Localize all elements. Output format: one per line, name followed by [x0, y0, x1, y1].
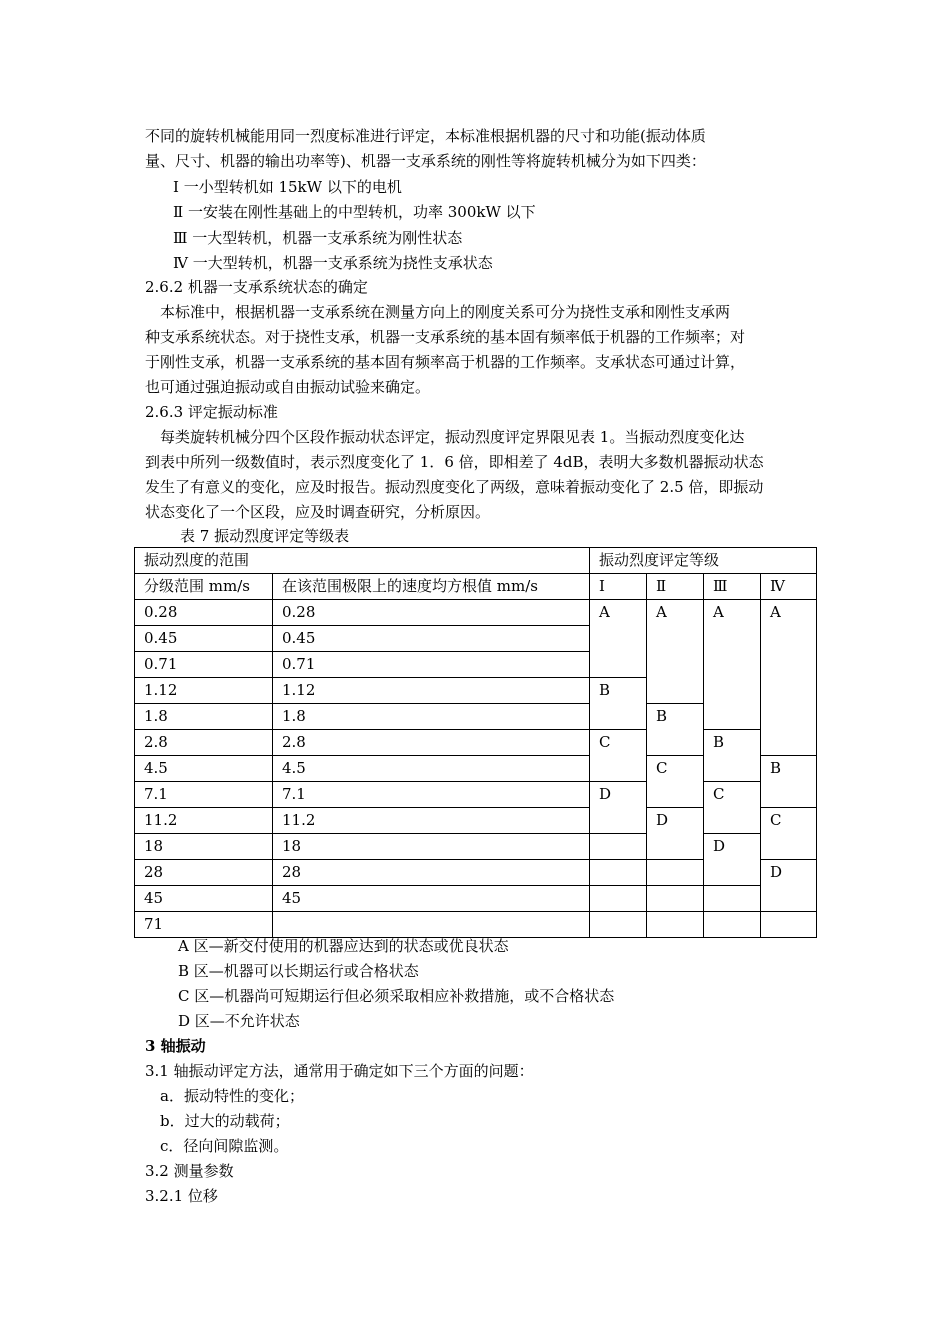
rms-cell: 2.8	[273, 730, 590, 756]
grade-cell: D	[761, 860, 817, 912]
grade-cell: A	[704, 600, 761, 730]
step-cell: 1.8	[135, 704, 273, 730]
grade-cell: D	[590, 782, 647, 834]
rms-cell: 0.45	[273, 626, 590, 652]
section-2-6-3-line-2: 到表中所列一级数值时，表示烈度变化了 1．6 倍，即相差了 4dB，表明大多数机器振动状态	[145, 453, 764, 471]
section-3-2-1-heading: 3.2.1 位移	[145, 1187, 218, 1205]
rms-cell: 45	[273, 886, 590, 912]
grade-cell: A	[761, 600, 817, 756]
empty-cell	[647, 912, 704, 938]
header-class-4: Ⅳ	[761, 574, 817, 600]
vibration-severity-table	[134, 547, 817, 938]
table-row	[135, 912, 817, 938]
grade-cell: C	[704, 782, 761, 834]
empty-cell	[704, 912, 761, 938]
rms-cell: 1.12	[273, 678, 590, 704]
table-row	[135, 834, 817, 860]
class-item-1: Ⅰ 一小型转机如 15kW 以下的电机	[173, 178, 402, 196]
section-2-6-3-line-4: 状态变化了一个区段，应及时调查研究，分析原因。	[145, 503, 491, 521]
section-2-6-2-line-4: 也可通过强迫振动或自由振动试验来确定。	[145, 378, 431, 396]
step-cell: 7.1	[135, 782, 273, 808]
empty-cell	[647, 886, 704, 912]
class-item-4: Ⅳ 一大型转机，机器一支承系统为挠性支承状态	[173, 254, 493, 272]
empty-cell	[704, 886, 761, 912]
step-cell: 0.45	[135, 626, 273, 652]
intro-line-1: 不同的旋转机械能用同一烈度标准进行评定，本标准根据机器的尺寸和功能(振动体质	[145, 127, 706, 145]
zone-d-note: D 区—不允许状态	[178, 1012, 300, 1030]
rms-cell: 28	[273, 860, 590, 886]
section-2-6-2-line-1: 本标准中，根据机器一支承系统在测量方向上的刚度关系可分为挠性支承和刚性支承两	[160, 303, 731, 321]
section-3-heading: 3 轴振动	[145, 1037, 206, 1055]
section-2-6-2-line-3: 于刚性支承，机器一支承系统的基本固有频率高于机器的工作频率。支承状态可通过计算，	[145, 353, 746, 371]
step-cell: 71	[135, 912, 273, 938]
grade-cell: B	[590, 678, 647, 730]
section-2-6-3-line-1: 每类旋转机械分四个区段作振动状态评定，振动烈度评定界限见表 1。当振动烈度变化达	[160, 428, 745, 446]
step-cell: 0.71	[135, 652, 273, 678]
header-class-1: Ⅰ	[590, 574, 647, 600]
class-item-2: Ⅱ 一安装在刚性基础上的中型转机，功率 300kW 以下	[173, 203, 536, 221]
step-cell: 1.12	[135, 678, 273, 704]
section-3-2-heading: 3.2 测量参数	[145, 1162, 234, 1180]
rms-cell: 1.8	[273, 704, 590, 730]
grade-cell: D	[647, 808, 704, 860]
section-2-6-2-line-2: 种支承系统状态。对于挠性支承，机器一支承系统的基本固有频率低于机器的工作频率；对	[145, 328, 746, 346]
rms-cell: 0.71	[273, 652, 590, 678]
section-3-1-text: 3.1 轴振动评定方法，通常用于确定如下三个方面的问题：	[145, 1062, 534, 1080]
table-row	[135, 600, 817, 626]
list-item-b: b．过大的动载荷；	[160, 1112, 290, 1130]
grade-cell: B	[704, 730, 761, 782]
zone-a-note: A 区—新交付使用的机器应达到的状态或优良状态	[178, 937, 509, 955]
empty-cell	[761, 912, 817, 938]
rms-cell	[273, 912, 590, 938]
zone-c-note: C 区—机器尚可短期运行但必须采取相应补救措施，或不合格状态	[178, 987, 615, 1005]
zone-b-note: B 区—机器可以长期运行或合格状态	[178, 962, 419, 980]
section-2-6-3-line-3: 发生了有意义的变化，应及时报告。振动烈度变化了两级，意味着振动变化了 2.5 倍，即振动	[145, 478, 764, 496]
rms-cell: 0.28	[273, 600, 590, 626]
header-range: 振动烈度的范围	[135, 548, 590, 574]
step-cell: 28	[135, 860, 273, 886]
table-row	[135, 730, 817, 756]
table-caption: 表 7 振动烈度评定等级表	[180, 527, 350, 545]
section-2-6-2-heading: 2.6.2 机器一支承系统状态的确定	[145, 278, 368, 296]
rms-cell: 11.2	[273, 808, 590, 834]
grade-cell: C	[590, 730, 647, 782]
rms-cell: 4.5	[273, 756, 590, 782]
step-cell: 0.28	[135, 600, 273, 626]
intro-line-2: 量、尺寸、机器的输出功率等)、机器一支承系统的刚性等将旋转机械分为如下四类：	[145, 152, 706, 170]
empty-cell	[647, 860, 704, 886]
grade-cell: D	[704, 834, 761, 886]
step-cell: 2.8	[135, 730, 273, 756]
header-class-2: Ⅱ	[647, 574, 704, 600]
table-header-row-1	[135, 548, 817, 574]
list-item-c: c．径向间隙监测。	[160, 1137, 289, 1155]
step-cell: 18	[135, 834, 273, 860]
grade-cell: C	[647, 756, 704, 808]
rms-cell: 18	[273, 834, 590, 860]
step-cell: 4.5	[135, 756, 273, 782]
grade-cell: A	[590, 600, 647, 678]
grade-cell: C	[761, 808, 817, 860]
header-step: 分级范围 mm/s	[135, 574, 273, 600]
grade-cell: B	[761, 756, 817, 808]
grade-cell: A	[647, 600, 704, 704]
header-rms: 在该范围极限上的速度均方根值 mm/s	[273, 574, 590, 600]
empty-cell	[590, 834, 647, 860]
table-row	[135, 782, 817, 808]
empty-cell	[590, 860, 647, 886]
rms-cell: 7.1	[273, 782, 590, 808]
step-cell: 11.2	[135, 808, 273, 834]
step-cell: 45	[135, 886, 273, 912]
section-2-6-3-heading: 2.6.3 评定振动标准	[145, 403, 278, 421]
grade-cell: B	[647, 704, 704, 756]
empty-cell	[590, 912, 647, 938]
list-item-a: a．振动特性的变化；	[160, 1087, 304, 1105]
empty-cell	[590, 886, 647, 912]
table-header-row-2	[135, 574, 817, 600]
header-grade: 振动烈度评定等级	[590, 548, 817, 574]
table-row	[135, 886, 817, 912]
class-item-3: Ⅲ 一大型转机，机器一支承系统为刚性状态	[173, 229, 463, 247]
header-class-3: Ⅲ	[704, 574, 761, 600]
